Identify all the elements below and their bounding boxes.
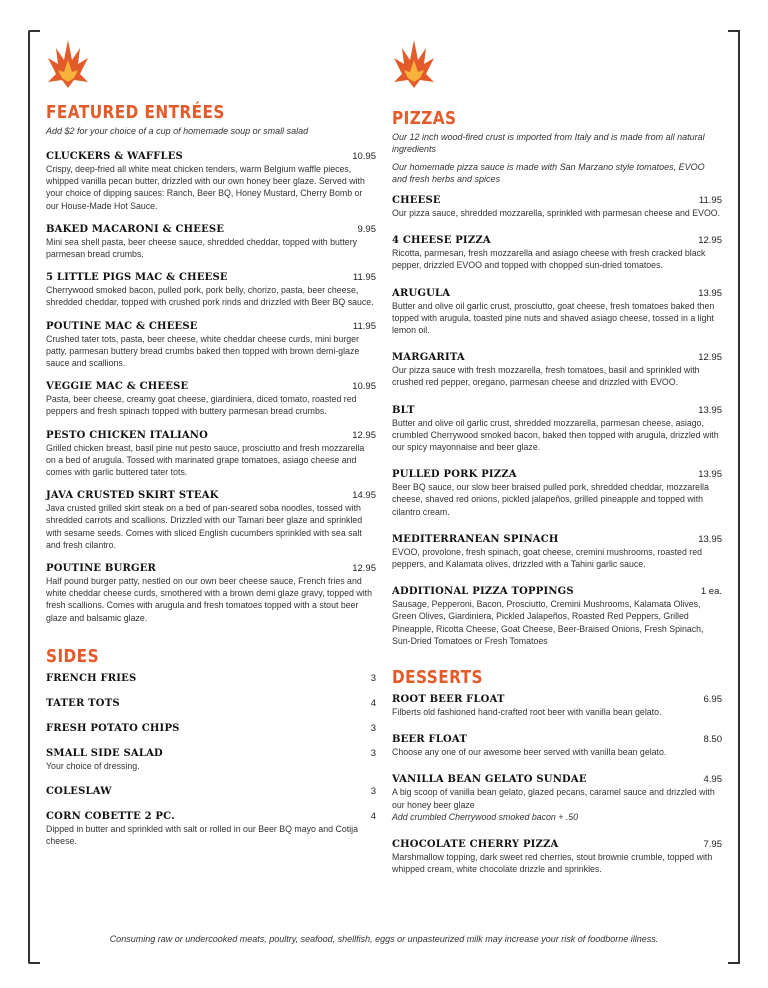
menu-item-price: 3 — [370, 747, 376, 759]
menu-item-name: 5 LITTLE PIGS MAC & CHEESE — [46, 272, 228, 284]
flame-logo-icon — [48, 38, 88, 90]
menu-item-description: Butter and olive oil garlic crust, prosciutto, goat cheese, fresh tomatoes baked then topped with arugula, toasted pine nuts and shaved asiago cheese, tossed in a light lemon oil. — [392, 300, 715, 336]
menu-item-price: 14.95 — [352, 490, 376, 502]
menu-item — [46, 430, 376, 479]
pizzas-note-crust: Our 12 inch wood-fired crust is imported from Italy and is made from all natural ingredients — [392, 132, 705, 154]
menu-item-price: 4 — [370, 697, 376, 709]
menu-item-description: EVOO, provolone, fresh spinach, goat cheese, cremini mushrooms, roasted red peppers, and Kalamata olives, drizzled with a Tahini garlic sauce. — [392, 546, 702, 570]
menu-item-header — [46, 272, 376, 283]
menu-item-description: Crushed tater tots, pasta, beer cheese, white cheddar cheese curds, mini burger patty, parmesan buttery bread crumbs baked then topped with brown demi-glaze sauce and scallions. — [46, 333, 360, 369]
menu-item-name: CHOCOLATE CHERRY PIZZA — [392, 838, 559, 850]
menu-item — [392, 235, 722, 271]
menu-item-header — [46, 430, 376, 441]
menu-item — [46, 490, 376, 551]
menu-item-price: 11.95 — [352, 320, 376, 332]
menu-item-description: Crispy, deep-fried all white meat chicken tenders, warm Belgium waffle pieces, whipped vanilla pecan butter, drizzled with our own honey beer glaze. Served with your choice of dipping sauces: Ranch, Beer BQ, Honey Mustard, Cherry Bomb or our House-Made Hot Sauce. — [46, 164, 365, 211]
menu-item-header — [46, 224, 376, 235]
menu-item-price: 10.95 — [352, 381, 376, 393]
menu-item-name: MEDITERRANEAN SPINACH — [392, 533, 559, 545]
sides-title: SIDES — [46, 645, 100, 667]
menu-item-header — [392, 352, 722, 363]
menu-item-name: TATER TOTS — [46, 697, 120, 709]
foodborne-illness-disclaimer: Consuming raw or undercooked meats, poultry, seafood, shellfish, eggs or unpasteurized milk may increase your risk of foodborne illness. — [109, 934, 659, 944]
desserts-list — [392, 694, 722, 875]
menu-item-name: BLT — [392, 404, 415, 416]
menu-item-price: 4 — [370, 811, 376, 823]
menu-item-price: 6.95 — [703, 694, 722, 706]
menu-item-description: Grilled chicken breast, basil pine nut pesto sauce, prosciutto and fresh mozzarella on a bed of arugula. Tossed with marinated grape tomatoes, asiago cheese and comes with garlic buttered tater tots. — [46, 442, 365, 478]
menu-item-name: CLUCKERS & WAFFLES — [46, 151, 183, 162]
menu-item-price: 13.95 — [698, 533, 722, 545]
menu-item — [392, 352, 722, 388]
menu-item-name: VEGGIE MAC & CHEESE — [46, 381, 189, 393]
menu-item-name: ADDITIONAL PIZZA TOPPINGS — [392, 586, 574, 598]
menu-item-description: Ricotta, parmesan, fresh mozzarella and asiago cheese with fresh cracked black pepper, drizzled EVOO and topped with chopped sun-dried tomatoes. — [392, 248, 706, 271]
menu-item-price: 12.95 — [352, 429, 376, 441]
menu-item — [46, 321, 376, 370]
menu-item-description: Half pound burger patty, nestled on our own beer cheese sauce, French fries and white cheddar cheese curds, smothered with a brown demi glaze gravy, topped with fresh scallions. Comes with arugula and fresh tomatoes topped with a stout beer glaze and balsamic glaze. — [46, 576, 372, 623]
menu-item-header — [392, 195, 722, 206]
menu-item-price: 9.95 — [357, 223, 376, 235]
menu-item-price: 3 — [370, 722, 376, 734]
menu-item — [392, 694, 722, 718]
menu-item-name: ROOT BEER FLOAT — [392, 694, 505, 706]
menu-item — [46, 272, 376, 308]
menu-item-header — [392, 839, 722, 850]
menu-item — [46, 224, 376, 260]
pizzas-note-sauce: Our homemade pizza sauce is made with San Marzano style tomatoes, EVOO and fresh herbs and spices — [392, 162, 705, 184]
menu-item-description: Choose any one of our awesome beer served with vanilla bean gelato. — [392, 747, 667, 758]
menu-item-header — [46, 673, 376, 684]
menu-item-price: 13.95 — [698, 287, 722, 299]
menu-item — [392, 405, 722, 454]
menu-item-description: Dipped in butter and sprinkled with salt or rolled in our Beer BQ mayo and Cotija cheese. — [46, 824, 358, 847]
desserts-title: DESSERTS — [392, 667, 483, 689]
menu-item-header — [46, 321, 376, 332]
menu-item-header — [392, 586, 722, 597]
menu-item-description: A big scoop of vanilla bean gelato, glazed pecans, caramel sauce and drizzled with our honey beer glaze — [392, 787, 715, 810]
menu-item-price: 8.50 — [703, 734, 722, 746]
menu-item-name: CHEESE — [392, 195, 441, 206]
menu-item-name: PESTO CHICKEN ITALIANO — [46, 429, 209, 441]
menu-item-description: Our pizza sauce with fresh mozzarella, fresh tomatoes, basil and sprinkled with crushed red pepper, oregano, parmesan cheese and drizzled with EVOO. — [392, 365, 700, 388]
menu-item-header — [46, 748, 376, 759]
featured-note: Add $2 for your choice of a cup of homemade soup or small salad — [46, 126, 309, 136]
flame-logo-icon — [394, 38, 434, 90]
menu-item-description: Java crusted grilled skirt steak on a bed of pan-seared soba noodles, tossed with shredded carrots and scallions. Drizzled with our Tamari beer glaze and sprinkled with sesame seeds. Comes with sliced English cucumbers sprinkled with sea salt and fresh cilantro. — [46, 503, 363, 550]
menu-item-name: MARGARITA — [392, 352, 465, 364]
menu-item-price: 1 ea. — [700, 586, 722, 598]
right-column — [392, 38, 722, 875]
menu-item — [392, 586, 722, 647]
menu-item-price: 10.95 — [352, 151, 376, 162]
menu-item-price: 12.95 — [698, 352, 722, 364]
menu-item-header — [392, 405, 722, 416]
menu-item-header — [46, 811, 376, 822]
featured-list — [46, 151, 376, 624]
menu-item-header — [46, 563, 376, 574]
menu-item — [46, 723, 376, 734]
menu-item-name: FRENCH FRIES — [46, 672, 137, 684]
menu-item-price: 3 — [370, 672, 376, 684]
menu-item-name: COLESLAW — [46, 786, 112, 798]
menu-item-description: Mini sea shell pasta, beer cheese sauce, shredded cheddar, topped with buttery parmesan bread crumbs. — [46, 236, 358, 260]
menu-item-header — [392, 288, 722, 299]
menu-item-description: Cherrywood smoked bacon, pulled pork, pork belly, chorizo, pasta, beer cheese, shredded cheddar, topped with crushed pork rinds and drizzled with Beer BQ sauce. — [46, 285, 374, 308]
menu-item — [46, 698, 376, 709]
menu-item-name: BEER FLOAT — [392, 734, 467, 746]
menu-item-description: Your choice of dressing. — [46, 760, 140, 771]
menu-item — [46, 381, 376, 417]
menu-item — [392, 469, 722, 518]
menu-item-price: 4.95 — [703, 774, 722, 786]
menu-item-header — [46, 490, 376, 501]
menu-item-name: POUTINE BURGER — [46, 563, 157, 575]
left-column — [46, 38, 376, 847]
menu-item — [392, 774, 722, 822]
menu-item-addon: Add crumbled Cherrywood smoked bacon + .50 — [392, 811, 579, 822]
menu-item-description: Marshmallow topping, dark sweet red cherries, stout brownie crumble, topped with whipped cream, white chocolate drizzle and sprinkles. — [392, 851, 713, 875]
menu-item — [46, 786, 376, 797]
menu-item-header — [46, 381, 376, 392]
right-bracket-decoration — [728, 30, 740, 964]
menu-item-price: 7.95 — [703, 838, 722, 850]
menu-item-price: 3 — [370, 786, 376, 798]
menu-item-description: Our pizza sauce, shredded mozzarella, sprinkled with parmesan cheese and EVOO. — [392, 208, 721, 218]
menu-item-header — [46, 698, 376, 709]
pizzas-list — [392, 195, 722, 647]
left-bracket-decoration — [28, 30, 40, 964]
menu-item-header — [392, 734, 722, 745]
menu-item-price: 13.95 — [698, 404, 722, 416]
menu-item-header — [392, 469, 722, 480]
menu-item-description: Filberts old fashioned hand-crafted root beer with vanilla bean gelato. — [392, 707, 662, 718]
menu-item — [392, 288, 722, 337]
menu-item — [46, 748, 376, 772]
menu-item-name: FRESH POTATO CHIPS — [46, 722, 180, 734]
menu-item-price: 12.95 — [698, 235, 722, 247]
menu-item-description: Butter and olive oil garlic crust, shredded mozzarella, parmesan cheese, asiago, crumbled Cherrywood smoked bacon, baked then topped with arugula, drizzled with our spicy mayonnaise and beer glaze. — [392, 417, 719, 453]
sides-list — [46, 673, 376, 848]
menu-item-header — [46, 723, 376, 734]
menu-item-header — [392, 235, 722, 246]
menu-item-name: ARUGULA — [392, 287, 451, 299]
menu-item-name: SMALL SIDE SALAD — [46, 747, 163, 759]
menu-item-header — [392, 534, 722, 545]
menu-item-price: 12.95 — [352, 563, 376, 575]
menu-item — [46, 811, 376, 847]
menu-item-description: Pasta, beer cheese, creamy goat cheese, giardiniera, diced tomato, roasted red peppers and fresh spinach topped with buttery parmesan bread crumbs. — [46, 394, 357, 417]
menu-item-description: Beer BQ sauce, our slow beer braised pulled pork, shredded cheddar, mozzarella cheese, shaved red onions, pickled jalapeños, grilled pineapple and topped with cilantro cream. — [392, 482, 709, 517]
featured-title: FEATURED ENTRÉES — [46, 102, 225, 123]
menu-item-name: 4 CHEESE PIZZA — [392, 235, 491, 247]
menu-item — [392, 534, 722, 570]
menu-item-price: 11.95 — [352, 272, 376, 284]
menu-item — [46, 563, 376, 624]
menu-item-header — [46, 786, 376, 797]
menu-item-name: PULLED PORK PIZZA — [392, 469, 517, 481]
menu-item — [46, 673, 376, 684]
menu-item-name: VANILLA BEAN GELATO SUNDAE — [392, 774, 587, 786]
menu-item-price: 13.95 — [698, 469, 722, 481]
pizzas-title: PIZZAS — [392, 108, 457, 129]
menu-item-description: Sausage, Pepperoni, Bacon, Prosciutto, Cremini Mushrooms, Kalamata Olives, Green Olives, Giardiniera, Pickled Jalapeños, Roasted Red Peppers, Grilled Pineapple, Ricotta Cheese, Goat Cheese, Beer-Braised Onions, Fresh Spinach, Sun-Dried Tomatoes or Fresh Tomatoes — [392, 599, 704, 646]
menu-item-name: BAKED MACARONI & CHEESE — [46, 223, 225, 235]
menu-item — [46, 151, 376, 212]
menu-item-name: POUTINE MAC & CHEESE — [46, 320, 198, 332]
menu-item-price: 11.95 — [698, 195, 722, 206]
menu-item-name: JAVA CRUSTED SKIRT STEAK — [46, 490, 219, 502]
menu-item — [392, 839, 722, 875]
menu-item — [392, 195, 722, 219]
menu-item-header — [392, 694, 722, 705]
menu-item — [392, 734, 722, 758]
menu-item-header — [392, 774, 722, 785]
menu-item-name: CORN COBETTE 2 PC. — [46, 811, 175, 823]
menu-item-header — [46, 151, 376, 162]
